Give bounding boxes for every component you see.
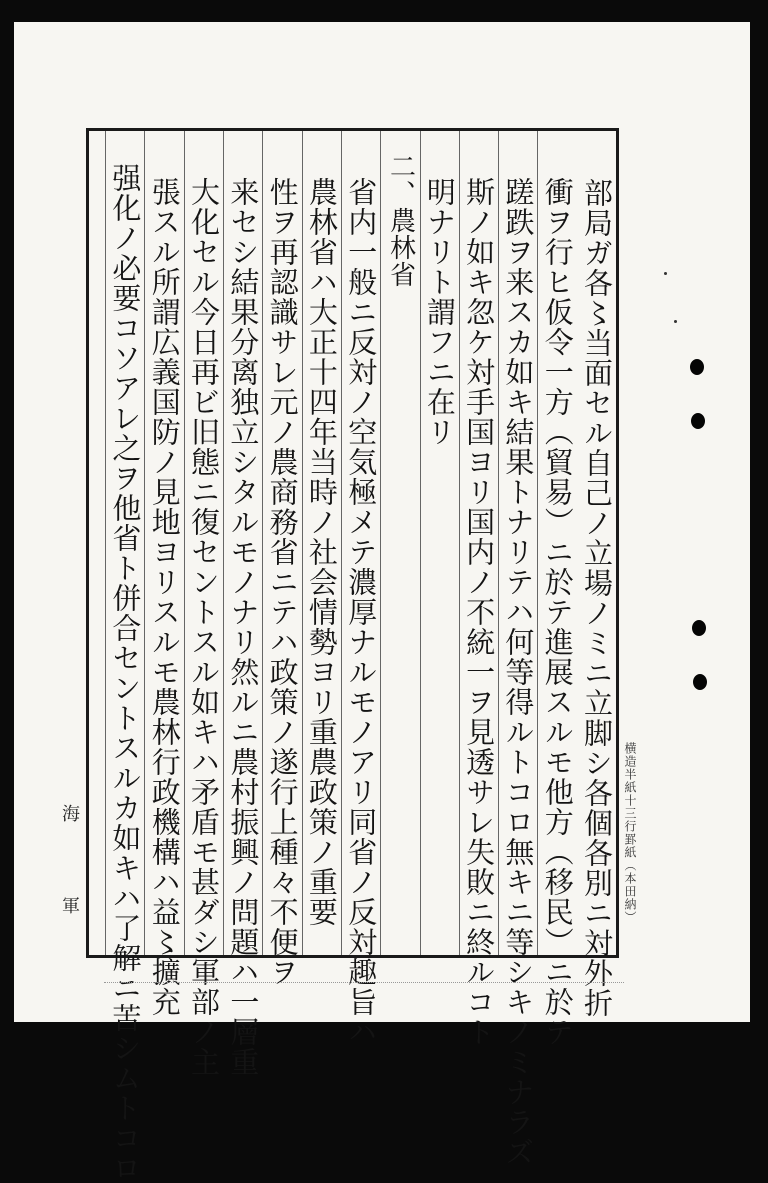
column-12-text: 張スル所謂広義国防ノ見地ヨリスルモ農林行政機構ハ益〻擴充 — [147, 177, 182, 1017]
column-13 — [105, 131, 144, 1183]
column-11-text: 大化セル今日再ビ旧態ニ復セントスル如キハ矛盾モ甚ダシ軍部ノ主 — [187, 177, 221, 1077]
column-3-text: 蹉跌ヲ来スカ如キ結果トナリテハ何等得ルトコロ無キニ等シキノミナラズ — [501, 177, 536, 1167]
bottom-edge-line — [104, 982, 624, 983]
column-9 — [262, 131, 301, 987]
navy-label-lower: 軍 — [62, 896, 80, 917]
column-1 — [577, 131, 616, 1018]
column-8 — [302, 131, 341, 955]
column-6 — [380, 131, 419, 955]
binding-hole-2 — [691, 413, 705, 429]
column-2 — [537, 131, 576, 1047]
binding-hole-4 — [693, 674, 707, 690]
document-sheet — [14, 22, 750, 1183]
binding-hole-1 — [690, 359, 704, 375]
margin-note: 横造半紙十三行罫紙（本田納） — [623, 742, 637, 924]
column-2-text: 衝ヲ行ヒ仮令一方（貿易）ニ於テ進展スルモ他方（移民）ニ於テ — [540, 177, 575, 1047]
column-9-text: 性ヲ再認識サレ元ノ農商務省ニテハ政策ノ遂行上種々不便ヲ — [265, 177, 300, 987]
column-7 — [341, 131, 380, 1047]
column-5-text: 明ナリト謂フニ在リ — [422, 177, 457, 447]
column-11 — [184, 131, 223, 1077]
navy-label-upper: 海 — [62, 804, 80, 825]
column-4-text: 斯ノ如キ忽ケ対手国ヨリ国内ノ不統一ヲ見透サレ失敗ニ終ルコト — [462, 177, 497, 1047]
ruled-frame — [86, 128, 619, 1183]
binding-hole-3 — [692, 620, 706, 636]
section-heading: 二、農林省 — [385, 153, 416, 288]
column-5 — [420, 131, 459, 955]
column-13-text: 强化ノ必要コソアレ之ヲ他省ト併合セントスルカ如キハ了解ニ苦シムトコロ — [108, 163, 143, 1183]
column-3 — [498, 131, 537, 1167]
column-8-text: 農林省ハ大正十四年当時ノ社会情勢ヨリ重農政策ノ重要 — [304, 177, 339, 927]
column-4 — [459, 131, 498, 1047]
column-10 — [223, 131, 262, 1077]
column-10-text: 来セシ結果分离独立シタルモノナリ然ルニ農村振興ノ問題ハ一層重 — [226, 177, 261, 1077]
column-7-text: 省内一般ニ反対ノ空気極メテ濃厚ナルモノアリ同省ノ反対趣旨ハ — [344, 177, 379, 1047]
column-12 — [144, 131, 183, 1017]
column-1-text: 部局ガ各〻当面セル自己ノ立場ノミニ立脚シ各個各別ニ対外折 — [580, 178, 614, 1018]
paper-speck — [674, 320, 677, 323]
paper-speck — [664, 272, 667, 275]
